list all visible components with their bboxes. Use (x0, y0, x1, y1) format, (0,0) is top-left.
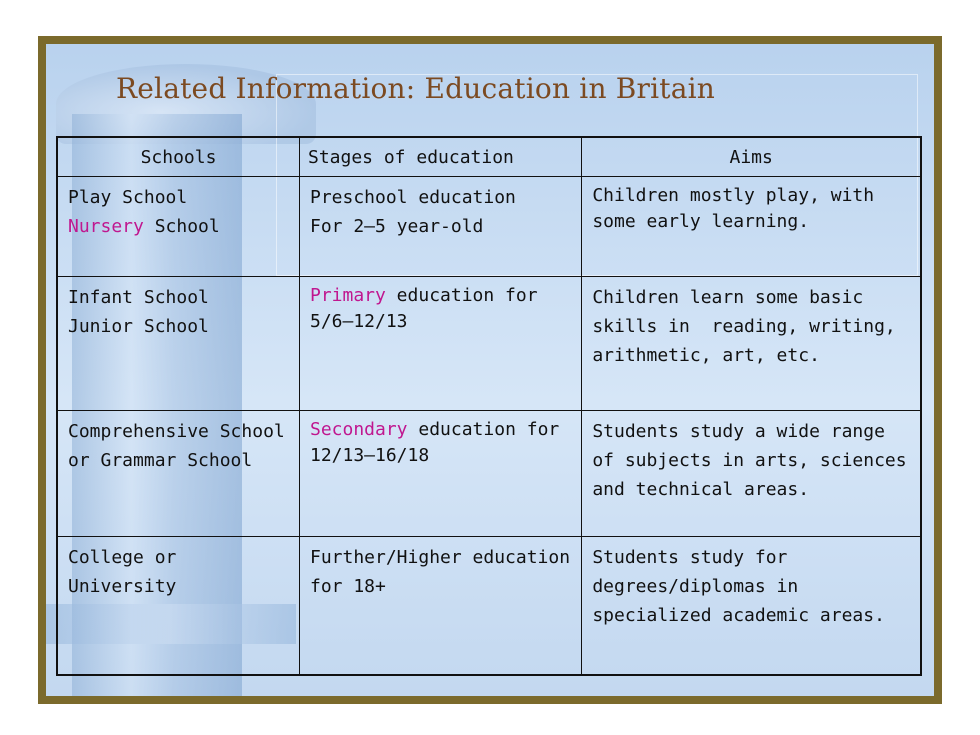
school-name: Junior School (68, 315, 209, 337)
education-table (56, 136, 922, 676)
slide-title: Related Information: Education in Britain (116, 72, 716, 105)
cell-stages: Secondary education for 12/13—16/18 (299, 410, 581, 536)
school-name: Infant School (68, 286, 209, 308)
school-name: Play School (68, 187, 188, 209)
cell-stages: Preschool education For 2—5 year-old (299, 177, 581, 276)
highlight-term: Nursery (68, 216, 144, 238)
table-header-row (57, 137, 921, 177)
cell-schools: Comprehensive School or Grammar School (57, 410, 299, 536)
cell-aims: Children learn some basic skills in reading, writing, arithmetic, art, etc. (582, 276, 921, 410)
header-schools: Schools (57, 137, 299, 177)
cell-aims: Students study a wide range of subjects in arts, sciences and technical areas. (582, 410, 921, 536)
table-row (57, 276, 921, 410)
cell-aims: Children mostly play, with some early learning. (582, 177, 921, 276)
cell-stages: Further/Higher education for 18+ (299, 536, 581, 675)
cell-stages: Primary education for 5/6—12/13 (299, 276, 581, 410)
table-row (57, 536, 921, 675)
cell-schools: College or University (57, 536, 299, 675)
cell-schools (57, 177, 299, 276)
table-row (57, 177, 921, 276)
table-row (57, 410, 921, 536)
highlight-term: Secondary (309, 418, 408, 440)
school-name: Nursery School (68, 216, 220, 238)
header-stages: Stages of education (299, 137, 581, 177)
header-aims: Aims (582, 137, 921, 177)
cell-schools (57, 276, 299, 410)
highlight-term: Primary (309, 284, 386, 306)
cell-aims: Students study for degrees/diplomas in specialized academic areas. (582, 536, 921, 675)
